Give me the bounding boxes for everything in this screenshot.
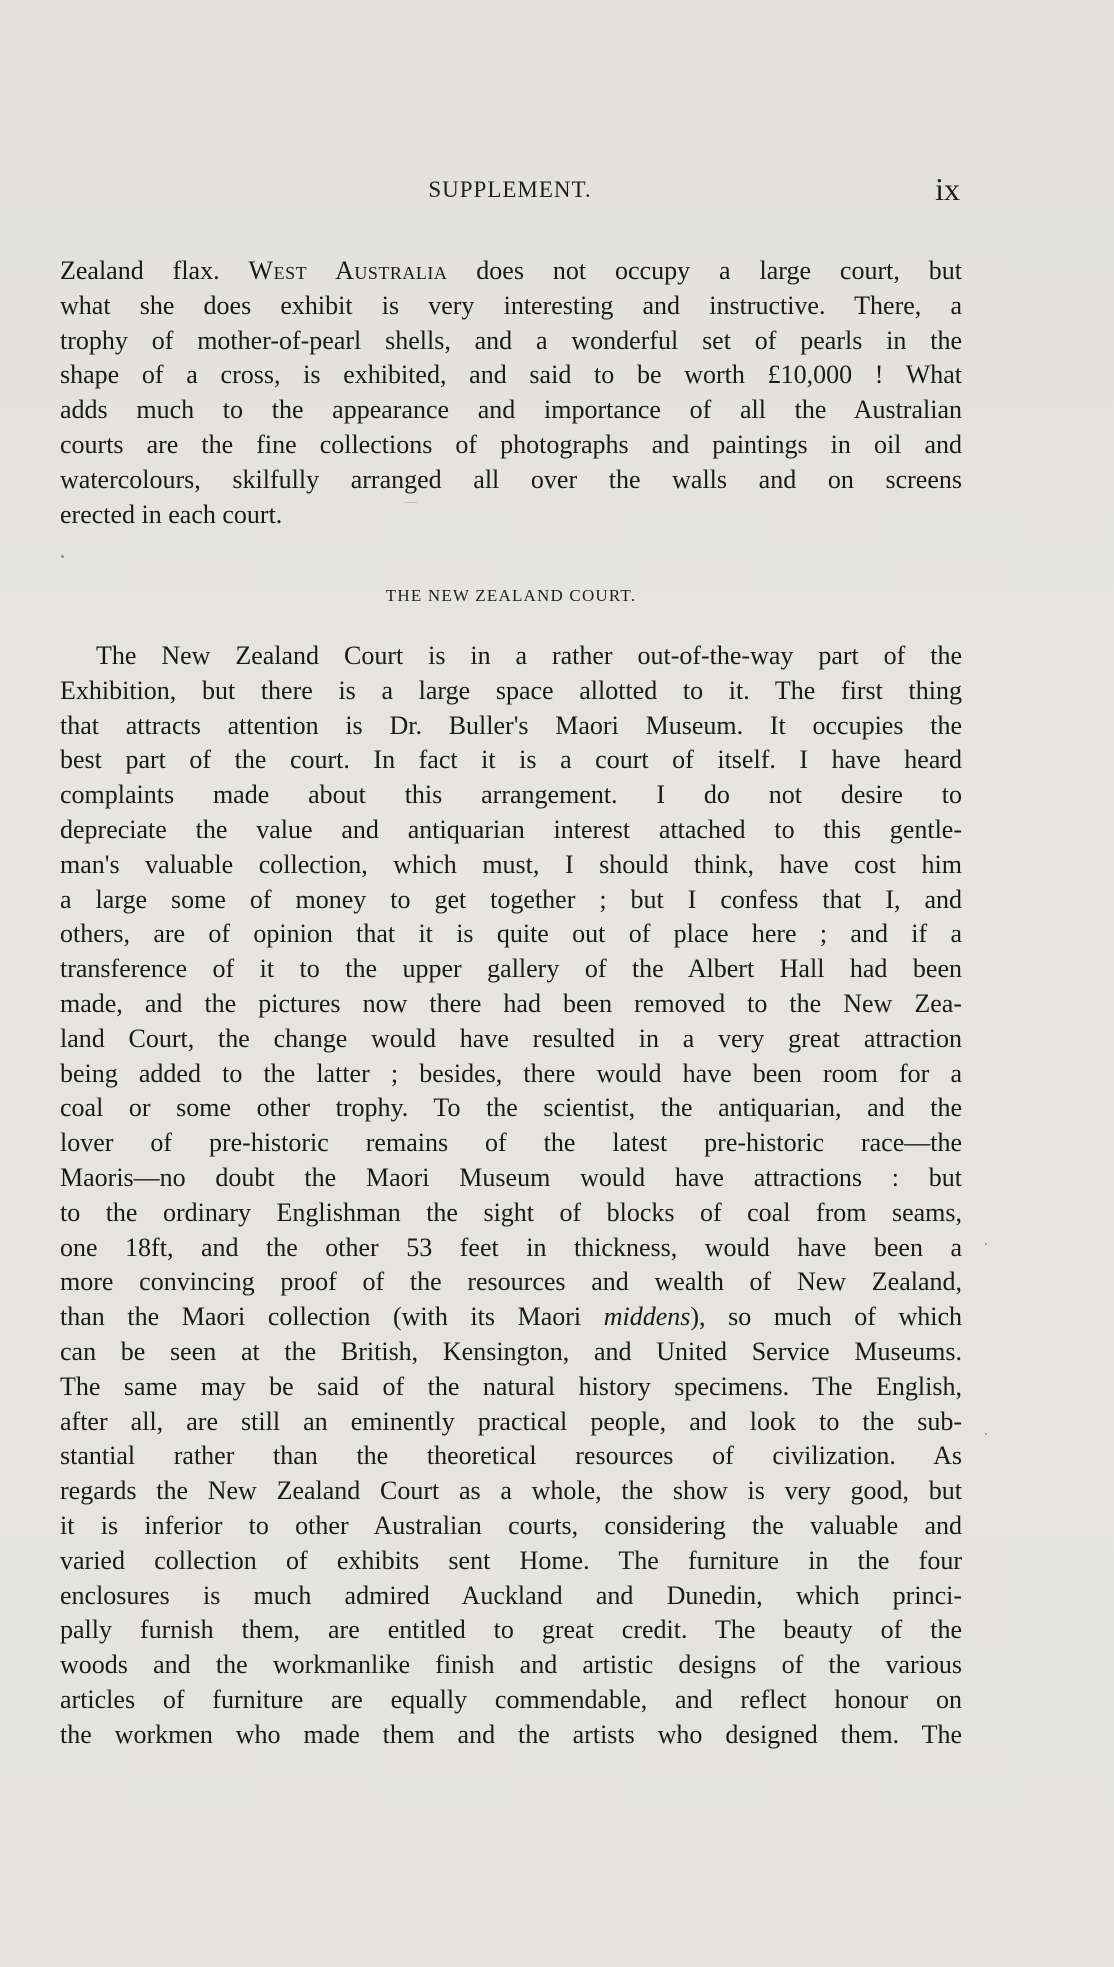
text-line: others, are of opinion that it is quite out of place here ; and if a: [60, 919, 962, 949]
text-line: varied collection of exhibits sent Home. The furniture in the four: [60, 1545, 962, 1575]
paper-speck: [61, 555, 64, 558]
text-line: the workmen who made them and the artists who designed them. The: [60, 1719, 962, 1749]
section-heading: THE NEW ZEALAND COURT.: [385, 586, 637, 605]
text-line: made, and the pictures now there had been removed to the New Zea-: [60, 988, 962, 1018]
text-line: to the ordinary Englishman the sight of blocks of coal from seams,: [60, 1197, 962, 1227]
text-line: stantial rather than the theoretical resources of civilization. As: [60, 1441, 962, 1471]
paper-speck: [404, 502, 418, 503]
text-line: best part of the court. In fact it is a court of itself. I have heard: [60, 745, 962, 775]
text-line: woods and the workmanlike finish and artistic designs of the various: [60, 1650, 962, 1680]
paragraph-new-zealand-court: [60, 639, 962, 1753]
text-line: lover of pre-historic remains of the latest pre-historic race—the: [60, 1128, 962, 1158]
text-line: [60, 1300, 962, 1335]
paper-speck: [985, 1433, 987, 1435]
paragraph-west-australia: [60, 254, 962, 532]
text-line: that attracts attention is Dr. Buller's Maori Museum. It occupies the: [60, 710, 962, 740]
italic-term: middens: [603, 1302, 691, 1332]
text-run: does not occupy a large court, but: [447, 256, 963, 285]
text-line: one 18ft, and the other 53 feet in thickness, would have been a: [60, 1232, 962, 1262]
text-line: a large some of money to get together ; but I confess that I, and: [60, 884, 962, 914]
text-run: ), so much of which: [690, 1302, 962, 1332]
running-title: SUPPLEMENT.: [428, 177, 592, 202]
text-line: land Court, the change would have resulted in a very great attraction: [60, 1023, 962, 1053]
text-line: watercolours, skilfully arranged all over the walls and on screens: [60, 464, 962, 494]
text-line: it is inferior to other Australian courts, considering the valuable and: [60, 1510, 962, 1540]
text-line: what she does exhibit is very interesting and instructive. There, a: [60, 290, 962, 320]
text-line: transference of it to the upper gallery of the Albert Hall had been: [60, 954, 962, 984]
text-run: than the Maori collection (with its Maori: [60, 1302, 582, 1332]
text-line: erected in each court.: [60, 499, 283, 529]
text-line: articles of furniture are equally commendable, and reflect honour on: [60, 1684, 962, 1714]
text-line: depreciate the value and antiquarian interest attached to this gentle-: [60, 814, 962, 844]
text-line: shape of a cross, is exhibited, and said to be worth £10,000 ! What: [60, 360, 962, 390]
section-name-west-australia: West Australia: [248, 256, 448, 285]
text-line: man's valuable collection, which must, I should think, have cost him: [60, 849, 962, 879]
text-line: [60, 254, 962, 289]
text-line: can be seen at the British, Kensington, and United Service Museums.: [60, 1336, 962, 1366]
page-number: ix: [935, 171, 960, 207]
paper-speck: [985, 1243, 987, 1245]
text-line: adds much to the appearance and importance of all the Australian: [60, 395, 962, 425]
text-line: regards the New Zealand Court as a whole, the show is very good, but: [60, 1476, 962, 1506]
text-line: being added to the latter ; besides, there would have been room for a: [60, 1058, 962, 1088]
text-line: Exhibition, but there is a large space allotted to it. The first thing: [60, 675, 962, 705]
text-line: Maoris—no doubt the Maori Museum would have attractions : but: [60, 1162, 962, 1192]
text-line: complaints made about this arrangement. I do not desire to: [60, 780, 962, 810]
text-line: The same may be said of the natural history specimens. The English,: [60, 1371, 962, 1401]
text-line: courts are the fine collections of photographs and paintings in oil and: [60, 429, 962, 459]
text-line: trophy of mother-of-pearl shells, and a wonderful set of pearls in the: [60, 325, 962, 355]
text-line: enclosures is much admired Auckland and Dunedin, which princi-: [60, 1580, 962, 1610]
text-run: Zealand flax.: [60, 256, 220, 285]
text-line: more convincing proof of the resources and wealth of New Zealand,: [60, 1267, 962, 1297]
text-line: pally furnish them, are entitled to great credit. The beauty of the: [60, 1615, 962, 1645]
text-line: after all, are still an eminently practical people, and look to the sub-: [60, 1406, 962, 1436]
running-head: [60, 173, 960, 213]
text-line: The New Zealand Court is in a rather out-of-the-way part of the: [96, 641, 962, 670]
text-line: coal or some other trophy. To the scientist, the antiquarian, and the: [60, 1093, 962, 1123]
